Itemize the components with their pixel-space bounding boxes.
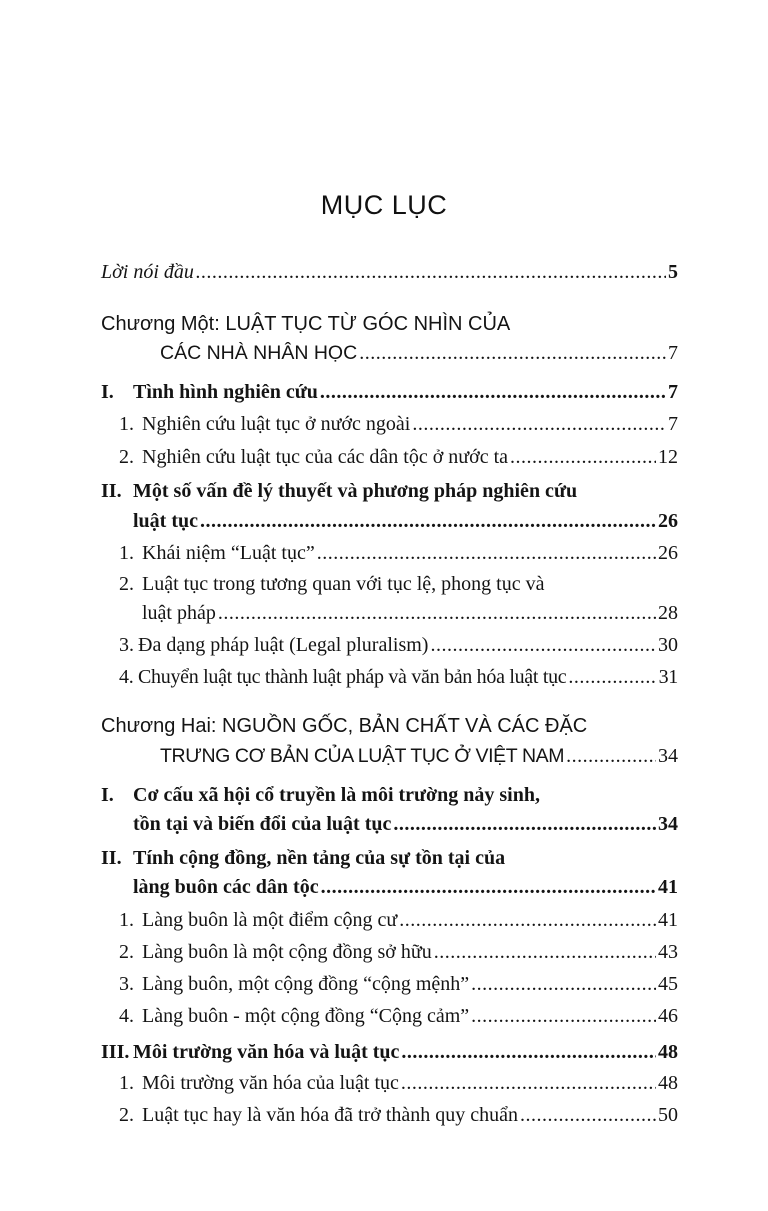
section-title: Tình hình nghiên cứu xyxy=(133,381,318,403)
item-number: 1. xyxy=(119,909,134,931)
toc-item[interactable] xyxy=(119,444,678,470)
toc-page-number: 7 xyxy=(668,342,678,364)
toc-item[interactable] xyxy=(119,1070,678,1096)
section-title-line2: làng buôn các dân tộc xyxy=(133,876,319,898)
toc-item[interactable] xyxy=(119,1003,678,1029)
item-title: Nghiên cứu luật tục của các dân tộc ở nước ta xyxy=(142,446,509,468)
toc-page-number: 7 xyxy=(668,413,678,435)
toc-item[interactable] xyxy=(119,411,678,437)
toc-page-number: 50 xyxy=(658,1104,678,1126)
dot-leader xyxy=(434,939,656,965)
chapter-title-line2: CÁC NHÀ NHÂN HỌC xyxy=(160,342,358,364)
item-title: Làng buôn là một điểm cộng cư xyxy=(142,909,398,931)
toc-page-number: 41 xyxy=(658,909,678,931)
dot-leader xyxy=(471,971,656,997)
chapter-heading-2-line2[interactable] xyxy=(160,743,678,769)
dot-leader xyxy=(401,1070,656,1096)
toc-page-number: 45 xyxy=(658,973,678,995)
dot-leader xyxy=(359,340,666,366)
toc-section-1-2-line2[interactable] xyxy=(133,508,678,534)
toc-page-number: 26 xyxy=(658,542,678,564)
item-title-line1: Luật tục trong tương quan với tục lệ, phong tục và xyxy=(142,573,545,595)
toc-page-number: 26 xyxy=(658,510,678,532)
toc-page-number: 7 xyxy=(668,381,678,403)
item-number: 3. xyxy=(119,634,134,656)
item-number: 1. xyxy=(119,542,134,564)
dot-leader xyxy=(566,743,656,769)
chapter-title-line1: NGUỒN GỐC, BẢN CHẤT VÀ CÁC ĐẶC xyxy=(222,715,588,737)
toc-page-number: 5 xyxy=(668,261,678,283)
item-number: 4. xyxy=(119,1005,134,1027)
toc-item[interactable] xyxy=(119,1102,678,1128)
toc-section-2-3[interactable] xyxy=(101,1039,678,1065)
item-number: 2. xyxy=(119,446,134,468)
toc-section-2-2-line2[interactable] xyxy=(133,874,678,900)
dot-leader xyxy=(520,1102,656,1128)
toc-page-number: 41 xyxy=(658,876,678,898)
toc-page-number: 46 xyxy=(658,1005,678,1027)
dot-leader xyxy=(196,259,666,285)
toc-item[interactable] xyxy=(119,971,678,997)
toc-section-1-1[interactable] xyxy=(101,379,678,405)
toc-entry-text: Lời nói đầu xyxy=(101,261,194,283)
toc-page-number: 48 xyxy=(658,1072,678,1094)
toc-page-number: 48 xyxy=(658,1041,678,1063)
section-title-line1: Cơ cấu xã hội cổ truyền là môi trường nảy sinh, xyxy=(133,784,540,806)
chapter-label: Chương Một: xyxy=(101,313,220,335)
toc-section-2-1[interactable] xyxy=(101,782,540,808)
section-title: Môi trường văn hóa và luật tục xyxy=(133,1041,400,1063)
item-title-line2: luật pháp xyxy=(142,602,216,624)
item-number: 1. xyxy=(119,413,134,435)
item-title: Nghiên cứu luật tục ở nước ngoài xyxy=(142,413,411,435)
chapter-heading-1[interactable] xyxy=(101,311,510,337)
dot-leader xyxy=(430,632,656,658)
item-title: Làng buôn, một cộng đồng “cộng mệnh” xyxy=(142,973,470,995)
toc-item[interactable] xyxy=(119,907,678,933)
section-number: I. xyxy=(101,784,114,806)
toc-item[interactable] xyxy=(119,939,678,965)
section-title-line1: Một số vấn đề lý thuyết và phương pháp nghiên cứu xyxy=(133,480,578,502)
item-title: Luật tục hay là văn hóa đã trở thành quy chuẩn xyxy=(142,1104,519,1126)
dot-leader xyxy=(393,811,656,837)
item-number: 3. xyxy=(119,973,134,995)
dot-leader xyxy=(399,907,656,933)
dot-leader xyxy=(200,508,656,534)
toc-item-line2[interactable] xyxy=(142,600,678,626)
toc-item[interactable] xyxy=(119,571,544,597)
toc-page-number: 31 xyxy=(658,666,678,688)
item-title: Môi trường văn hóa của luật tục xyxy=(142,1072,399,1094)
section-title-line1: Tính cộng đồng, nền tảng của sự tồn tại của xyxy=(133,847,506,869)
item-number: 2. xyxy=(119,941,134,963)
page-title: MỤC LỤC xyxy=(320,190,448,220)
item-number: 2. xyxy=(119,573,134,595)
section-number: I. xyxy=(101,381,114,403)
item-title: Làng buôn - một cộng đồng “Cộng cảm” xyxy=(142,1005,470,1027)
dot-leader xyxy=(317,540,656,566)
item-title: Khái niệm “Luật tục” xyxy=(142,542,315,564)
item-number: 1. xyxy=(119,1072,134,1094)
dot-leader xyxy=(321,874,656,900)
toc-item[interactable] xyxy=(119,632,678,658)
toc-page-number: 30 xyxy=(658,634,678,656)
toc-entry-foreword[interactable] xyxy=(101,259,678,285)
chapter-heading-1-line2[interactable] xyxy=(160,340,678,366)
dot-leader xyxy=(510,444,656,470)
dot-leader xyxy=(320,379,666,405)
toc-item[interactable] xyxy=(119,540,678,566)
toc-section-2-2[interactable] xyxy=(101,845,505,871)
section-number: III. xyxy=(101,1041,130,1063)
section-number: II. xyxy=(101,480,122,502)
toc-item[interactable] xyxy=(119,664,678,690)
toc-section-2-1-line2[interactable] xyxy=(133,811,678,837)
section-title-line2: tồn tại và biến đổi của luật tục xyxy=(133,813,392,835)
toc-page-number: 12 xyxy=(658,446,678,468)
chapter-label: Chương Hai: xyxy=(101,715,217,737)
toc-section-1-2[interactable] xyxy=(101,478,577,504)
chapter-title-line2: TRƯNG CƠ BẢN CỦA LUẬT TỤC Ở VIỆT NAM xyxy=(160,745,565,767)
item-title: Làng buôn là một cộng đồng sở hữu xyxy=(142,941,432,963)
dot-leader xyxy=(401,1039,656,1065)
dot-leader xyxy=(218,600,656,626)
chapter-title-line1: LUẬT TỤC TỪ GÓC NHÌN CỦA xyxy=(225,313,511,335)
chapter-heading-2[interactable] xyxy=(101,713,587,739)
item-number: 2. xyxy=(119,1104,134,1126)
toc-page-number: 34 xyxy=(658,813,678,835)
dot-leader xyxy=(471,1003,656,1029)
toc-page-number: 43 xyxy=(658,941,678,963)
item-title: Đa dạng pháp luật (Legal pluralism) xyxy=(138,634,429,656)
item-number: 4. xyxy=(119,666,134,688)
section-number: II. xyxy=(101,847,122,869)
dot-leader xyxy=(568,664,656,690)
toc-page-number: 34 xyxy=(658,745,678,767)
item-title: Chuyển luật tục thành luật pháp và văn bản hóa luật tục xyxy=(138,666,567,688)
dot-leader xyxy=(412,411,666,437)
section-title-line2: luật tục xyxy=(133,510,198,532)
toc-page-number: 28 xyxy=(658,602,678,624)
